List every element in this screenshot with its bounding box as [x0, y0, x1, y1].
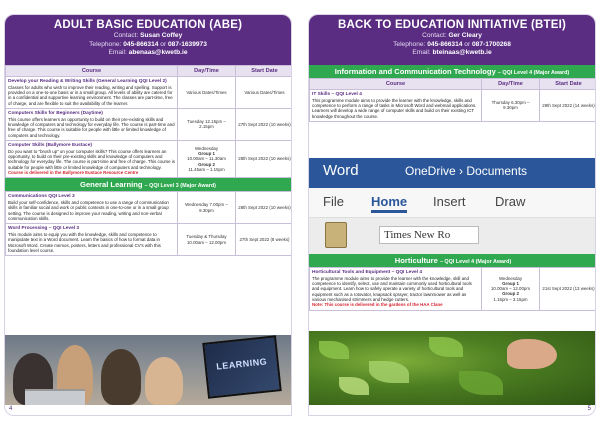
start-cell: Various Dates/Times — [236, 77, 293, 109]
person-figure — [101, 349, 141, 405]
leaf-shape — [429, 337, 463, 357]
course-desc: This course offers learners an opportunity to build on their pre-existing skills and knowledge of computers and technology for everyday life. The course is part-time and free of charge. This course is suitable for people with little or limited knowledge of computers and technology. — [8, 116, 175, 138]
horticulture-banner: Horticulture – QQI Level 4 (Major Award) — [309, 254, 596, 267]
learning-screen: LEARNING — [202, 335, 281, 398]
course-cell — [310, 90, 482, 122]
daytime-cell: Tuesday 12.15pm – 2.15pm — [178, 108, 236, 140]
page-number: 5 — [587, 406, 591, 412]
tab-home: Home — [371, 194, 407, 213]
table-row — [6, 108, 293, 140]
table-header-row — [310, 79, 597, 90]
start-cell: 27th Sept 2022 (8 weeks) — [236, 224, 293, 256]
column-header-course: Course — [6, 66, 178, 77]
column-header-start: Start Date — [236, 66, 293, 77]
course-note: Course is delivered in the Ballymore Eustace Resource Centre — [8, 169, 139, 175]
course-desc: Do you want to "brush up" on your computer skills? This course offers learners an opportunity, to build on their pre-existing skills and knowledge of computers and technology for everyday life. The course is part-time and free of charge. This course is suitable for people with little or limited knowledge of computers and technology. — [8, 148, 176, 170]
right-header — [309, 15, 595, 65]
table-row — [6, 192, 293, 224]
daytime-cell: Thursday 6.30pm – 9.30pm — [482, 90, 540, 122]
course-cell — [6, 108, 178, 140]
course-cell — [6, 224, 178, 256]
table-header-row — [6, 66, 293, 77]
right-telephone: Telephone: 045-866314 or 087-1700268 — [393, 40, 511, 48]
left-header — [5, 15, 291, 65]
garden-photo — [309, 331, 596, 405]
general-learning-banner: General Learning – QQI Level 3 (Major Award) — [5, 178, 291, 191]
left-contact: Contact: Susan Coffey — [113, 32, 183, 39]
course-title: Communications QQI Level 3 — [8, 194, 75, 200]
start-cell: 27th Sept 2022 (10 weeks) — [236, 108, 293, 140]
column-header-start: Start Date — [540, 79, 597, 90]
left-email: Email: abenaas@kwetb.ie — [108, 49, 188, 57]
left-schedule-table-2 — [5, 191, 292, 256]
course-cell — [6, 77, 178, 109]
laptop — [25, 389, 85, 405]
column-header-daytime: Day/Time — [482, 79, 540, 90]
leaf-shape — [459, 371, 503, 395]
course-note: Note: This course is delivered in the gardens of the HAA Clane — [312, 302, 443, 308]
column-header-daytime: Day/Time — [178, 66, 236, 77]
word-app-name: Word — [323, 162, 359, 179]
paste-icon — [325, 222, 347, 248]
daytime-cell: Wednesday Group 1 10.00am – 12.00pm Group 2 1.15pm – 3.15pm — [482, 268, 540, 311]
ribbon-tools — [309, 218, 596, 254]
right-email: Email: bteinaas@kwetb.ie — [412, 49, 492, 57]
page-number: 4 — [9, 406, 13, 412]
onedrive-path: OneDrive › Documents — [405, 164, 528, 178]
left-title: ADULT BASIC EDUCATION (ABE) — [53, 19, 243, 31]
leaf-shape — [369, 361, 409, 383]
ribbon-tabs — [309, 188, 596, 218]
daytime-cell: Tuesday & Thursday 10.00am – 12.00pm — [178, 224, 236, 256]
course-title: Word Processing – QQI Level 3 — [8, 226, 80, 232]
start-cell: 28th Sept 2022 (10 weeks) — [236, 140, 293, 177]
ict-banner: Information and Communication Technology – QQI Level 4 (Major Award) — [309, 65, 595, 78]
course-title: Computer Skills (Ballymore Eustace) — [8, 142, 92, 148]
course-desc: The programme module aims to provide the learner with the knowledge, skill and competence to identify, select, use and maintain commonly used horticultural tools and equipment. Learn how to safely operate a variety of horticultural tools and equipment such as a rotovator, knapsack sprayer, tractor lawnmower as well as various mechanised strimmers and hedge cutters. — [312, 275, 472, 302]
right-contact: Contact: Ger Cleary — [422, 32, 482, 39]
start-cell: 28th Sept 2022 (10 weeks) — [236, 192, 293, 224]
leaf-shape — [339, 377, 369, 395]
start-cell: 21st Sept 2022 (13 weeks) — [540, 268, 597, 311]
right-schedule-table — [309, 78, 596, 122]
right-page — [308, 14, 596, 416]
tab-insert: Insert — [433, 194, 466, 209]
table-row — [6, 224, 293, 256]
leaf-shape — [319, 341, 349, 359]
table-row — [6, 77, 293, 109]
right-schedule-table-2 — [309, 267, 596, 311]
table-row — [310, 90, 597, 122]
left-schedule-table — [5, 65, 292, 178]
column-header-course: Course — [310, 79, 482, 90]
table-row — [310, 268, 597, 311]
tab-file: File — [323, 194, 344, 209]
left-telephone: Telephone: 045-866314 or 087-1639973 — [89, 40, 207, 48]
course-desc: This programme module aims to provide the learner with the knowledge, skills and competence to perform a range of tasks in Microsoft Word and webmail applications. Learners will develop a wide range of computer skills and build on their existing ICT knowledge throughout the course. — [312, 97, 477, 119]
font-name-box: Times New Ro — [379, 226, 479, 244]
hand-figure — [507, 339, 557, 369]
daytime-cell: Wednesday Group 1 10.00am – 11.30am Group 2 11.45am – 1.15pm — [178, 140, 236, 177]
daytime-cell: Wednesday 7.00pm – 9.30pm — [178, 192, 236, 224]
course-cell — [6, 140, 178, 177]
course-title: Horticultural Tools and Equipment – QQI Level 4 — [312, 270, 422, 275]
course-desc: Classes for adults who wish to improve their reading, writing and spelling. Support is provided on a one-to-one basis or in a small group. All levels of ability are catered for in a confidential and supportive learning environment. The classes are part-time, free of charge, and are flexible to suit the availability of the learner. — [8, 84, 173, 106]
word-app-photo — [309, 158, 596, 254]
course-desc: This module aims to equip you with the knowledge, skills and competence to manipulate text in a Word document. Learn the basics of how to format data in Microsoft Word. Create memos, posters, letters and professional CV's with this foundation level course. — [8, 232, 161, 253]
daytime-cell: Various Dates/Times — [178, 77, 236, 109]
person-figure — [145, 357, 183, 405]
course-title: Develop your Reading & Writing Skills (General Learning QQI Level 2) — [8, 79, 167, 84]
course-title: Computers Skills for Beginners (Daytime) — [8, 110, 103, 116]
classroom-photo — [5, 335, 292, 405]
start-cell: 29th Sept 2022 (14 weeks) — [540, 90, 597, 122]
office-titlebar — [309, 158, 596, 188]
right-title: BACK TO EDUCATION INITIATIVE (BTEI) — [337, 19, 567, 31]
left-page — [4, 14, 292, 416]
course-cell — [310, 268, 482, 311]
course-desc: Build your self-confidence, skills and competence to use a range of communication skills in familiar social and work or public contexts in one-to-one or in a small group setting. The course is designed to improve your reading, writing and non-verbal communication skills. — [8, 200, 169, 221]
tab-draw: Draw — [495, 194, 526, 209]
course-cell — [6, 192, 178, 224]
course-title: IT Skills – QQI Level 4 — [312, 92, 362, 97]
table-row — [6, 140, 293, 177]
